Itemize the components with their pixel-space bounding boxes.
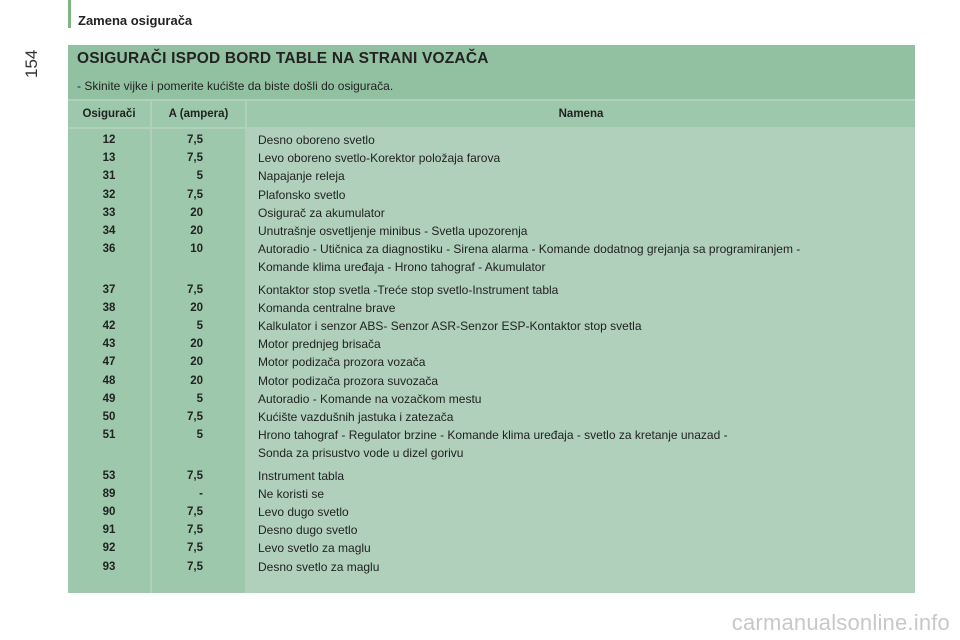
fuse-amperage: 20 <box>190 225 203 237</box>
fuse-purpose-line: Unutrašnje osvetljenje minibus - Svetla upozorenja <box>258 224 528 238</box>
fuse-amperage: 20 <box>190 301 203 314</box>
fuse-purpose <box>258 503 908 521</box>
fuse-number: 53 <box>102 469 116 482</box>
column-header-fuses: Osigurači <box>68 101 150 127</box>
fuse-purpose-line: Komanda centralne brave <box>258 300 396 315</box>
fuse-purpose <box>258 222 908 240</box>
panel-header <box>68 45 915 99</box>
fuse-amperage: 20 <box>190 338 203 351</box>
fuse-amperage: 7,5 <box>187 411 203 423</box>
table-row <box>68 186 915 204</box>
fuse-purpose-line: Plafonsko svetlo <box>258 187 346 202</box>
fuse-number: 38 <box>102 301 116 314</box>
fuse-number: 92 <box>102 542 116 555</box>
fuse-purpose <box>258 335 908 353</box>
fuse-purpose-line: Motor prednjeg brisača <box>258 337 381 352</box>
fuse-purpose <box>258 558 908 576</box>
fuse-number: 47 <box>102 356 116 369</box>
table-header <box>68 101 915 127</box>
fuse-number: 31 <box>102 170 116 183</box>
table-row <box>68 539 915 557</box>
panel-note: - Skinite vijke i pomerite kućište da biste došli do osigurača. <box>77 79 394 93</box>
fuse-amperage: 20 <box>190 374 203 387</box>
table-row <box>68 335 915 353</box>
fuse-purpose <box>258 426 908 462</box>
fuse-amperage: 5 <box>196 429 203 442</box>
column-header-purpose: Namena <box>247 101 915 127</box>
table-row <box>68 426 915 466</box>
fuse-purpose <box>258 317 908 335</box>
fuse-purpose-line: Instrument tabla <box>258 468 345 483</box>
fuse-purpose <box>258 240 908 276</box>
fuse-purpose <box>258 521 908 539</box>
fuse-purpose-line: Motor podizača prozora vozača <box>258 355 426 370</box>
table-row <box>68 372 915 390</box>
table-row <box>68 149 915 167</box>
fuse-number: 89 <box>102 487 116 500</box>
fuse-purpose-line: Komande klima uređaja - Hrono tahograf - Akumulator <box>258 260 546 275</box>
fuse-purpose-line: Motor podizača prozora suvozača <box>258 373 439 388</box>
table-row <box>68 281 915 299</box>
fuse-purpose <box>258 467 908 485</box>
table-row <box>68 299 915 317</box>
fuse-number: 42 <box>102 320 116 332</box>
table-row <box>68 222 915 240</box>
fuse-purpose-line: Ne koristi se <box>258 486 325 501</box>
fuse-purpose-line: Autoradio - Utičnica za diagnostiku - Sirena alarma - Komande dodatnog grejanja sa programiranjem - <box>258 242 801 257</box>
fuse-number: 50 <box>102 411 116 423</box>
fuse-purpose-line: Hrono tahograf - Regulator brzine - Komande klima uređaja - svetlo za kretanje unazad - <box>258 428 728 443</box>
fuse-purpose <box>258 372 908 390</box>
fuse-number: 33 <box>102 206 116 219</box>
fuse-number: 51 <box>102 429 116 442</box>
fuse-purpose <box>258 186 908 204</box>
table-row <box>68 485 915 503</box>
fuse-number: 93 <box>102 560 116 573</box>
section-title: Zamena osigurača <box>78 13 193 28</box>
fuse-amperage: 20 <box>190 206 203 219</box>
fuse-purpose-line: Kalkulator i senzor ABS- Senzor ASR-Senzor ESP-Kontaktor stop svetla <box>258 319 642 333</box>
fuse-purpose <box>258 149 908 167</box>
fuse-amperage: 7,5 <box>187 134 203 146</box>
table-row <box>68 503 915 521</box>
fuse-amperage: 7,5 <box>187 506 203 518</box>
fuse-number: 91 <box>102 524 116 537</box>
table-row <box>68 204 915 222</box>
fuse-purpose <box>258 353 908 371</box>
column-header-amps: A (ampera) <box>152 101 245 127</box>
fuse-purpose-line: Desno svetlo za maglu <box>258 559 380 574</box>
fuse-amperage: 10 <box>190 243 203 256</box>
fuse-amperage: 7,5 <box>187 283 203 296</box>
section-accent-bar <box>68 0 71 28</box>
fuse-number: 32 <box>102 188 116 201</box>
table-row <box>68 467 915 485</box>
fuse-purpose-line: Napajanje releja <box>258 169 345 184</box>
fuse-purpose <box>258 299 908 317</box>
table-row <box>68 521 915 539</box>
fuse-amperage: 7,5 <box>187 469 203 482</box>
fuse-amperage: 7,5 <box>187 188 203 201</box>
fuse-purpose <box>258 131 908 149</box>
panel-title: OSIGURAČI ISPOD BORD TABLE NA STRANI VOZAČA <box>77 50 489 67</box>
fuse-purpose <box>258 408 908 426</box>
page-number: 154 <box>22 49 41 78</box>
fuse-number: 37 <box>102 283 116 296</box>
fuse-number: 34 <box>102 225 116 237</box>
table-row <box>68 408 915 426</box>
fuse-number: 36 <box>102 243 116 256</box>
fuse-amperage: 7,5 <box>187 560 203 573</box>
table-row <box>68 167 915 185</box>
fuse-amperage: 5 <box>196 392 203 405</box>
fuse-number: 90 <box>102 506 116 518</box>
watermark: carmanualsonline.info <box>731 610 950 635</box>
fuse-amperage: 7,5 <box>187 542 203 555</box>
fuse-purpose-line: Sonda za prisustvo vode u dizel gorivu <box>258 446 464 461</box>
table-row <box>68 240 915 280</box>
fuse-amperage: 7,5 <box>187 152 203 165</box>
fuse-purpose-line: Autoradio - Komande na vozačkom mestu <box>258 391 482 406</box>
fuse-purpose-line: Desno oboreno svetlo <box>258 133 375 147</box>
fuse-number: 12 <box>102 134 116 146</box>
fuse-purpose-line: Levo oboreno svetlo-Korektor položaja farova <box>258 151 501 166</box>
fuse-panel <box>68 45 915 593</box>
table-row <box>68 558 915 576</box>
fuse-amperage: 20 <box>190 356 203 369</box>
fuse-number: 48 <box>102 374 116 387</box>
fuse-purpose <box>258 390 908 408</box>
fuse-amperage: - <box>199 487 203 500</box>
fuse-number: 49 <box>102 392 116 405</box>
fuse-purpose-line: Osigurač za akumulator <box>258 205 385 220</box>
fuse-purpose <box>258 539 908 557</box>
fuse-purpose-line: Desno dugo svetlo <box>258 523 358 538</box>
fuse-amperage: 5 <box>196 320 203 332</box>
fuse-purpose <box>258 281 908 299</box>
table-row <box>68 353 915 371</box>
fuse-purpose-line: Levo dugo svetlo <box>258 505 349 519</box>
table-row <box>68 317 915 335</box>
fuse-purpose <box>258 485 908 503</box>
table-row <box>68 131 915 149</box>
fuse-purpose-line: Levo svetlo za maglu <box>258 541 371 556</box>
fuse-purpose-line: Kontaktor stop svetla -Treće stop svetlo-Instrument tabla <box>258 282 559 297</box>
fuse-purpose <box>258 204 908 222</box>
fuse-amperage: 7,5 <box>187 524 203 537</box>
table-row <box>68 390 915 408</box>
fuse-purpose-line: Kućište vazdušnih jastuka i zatezača <box>258 410 454 424</box>
fuse-number: 13 <box>102 152 116 165</box>
fuse-number: 43 <box>102 338 116 351</box>
fuse-purpose <box>258 167 908 185</box>
fuse-amperage: 5 <box>196 170 203 183</box>
